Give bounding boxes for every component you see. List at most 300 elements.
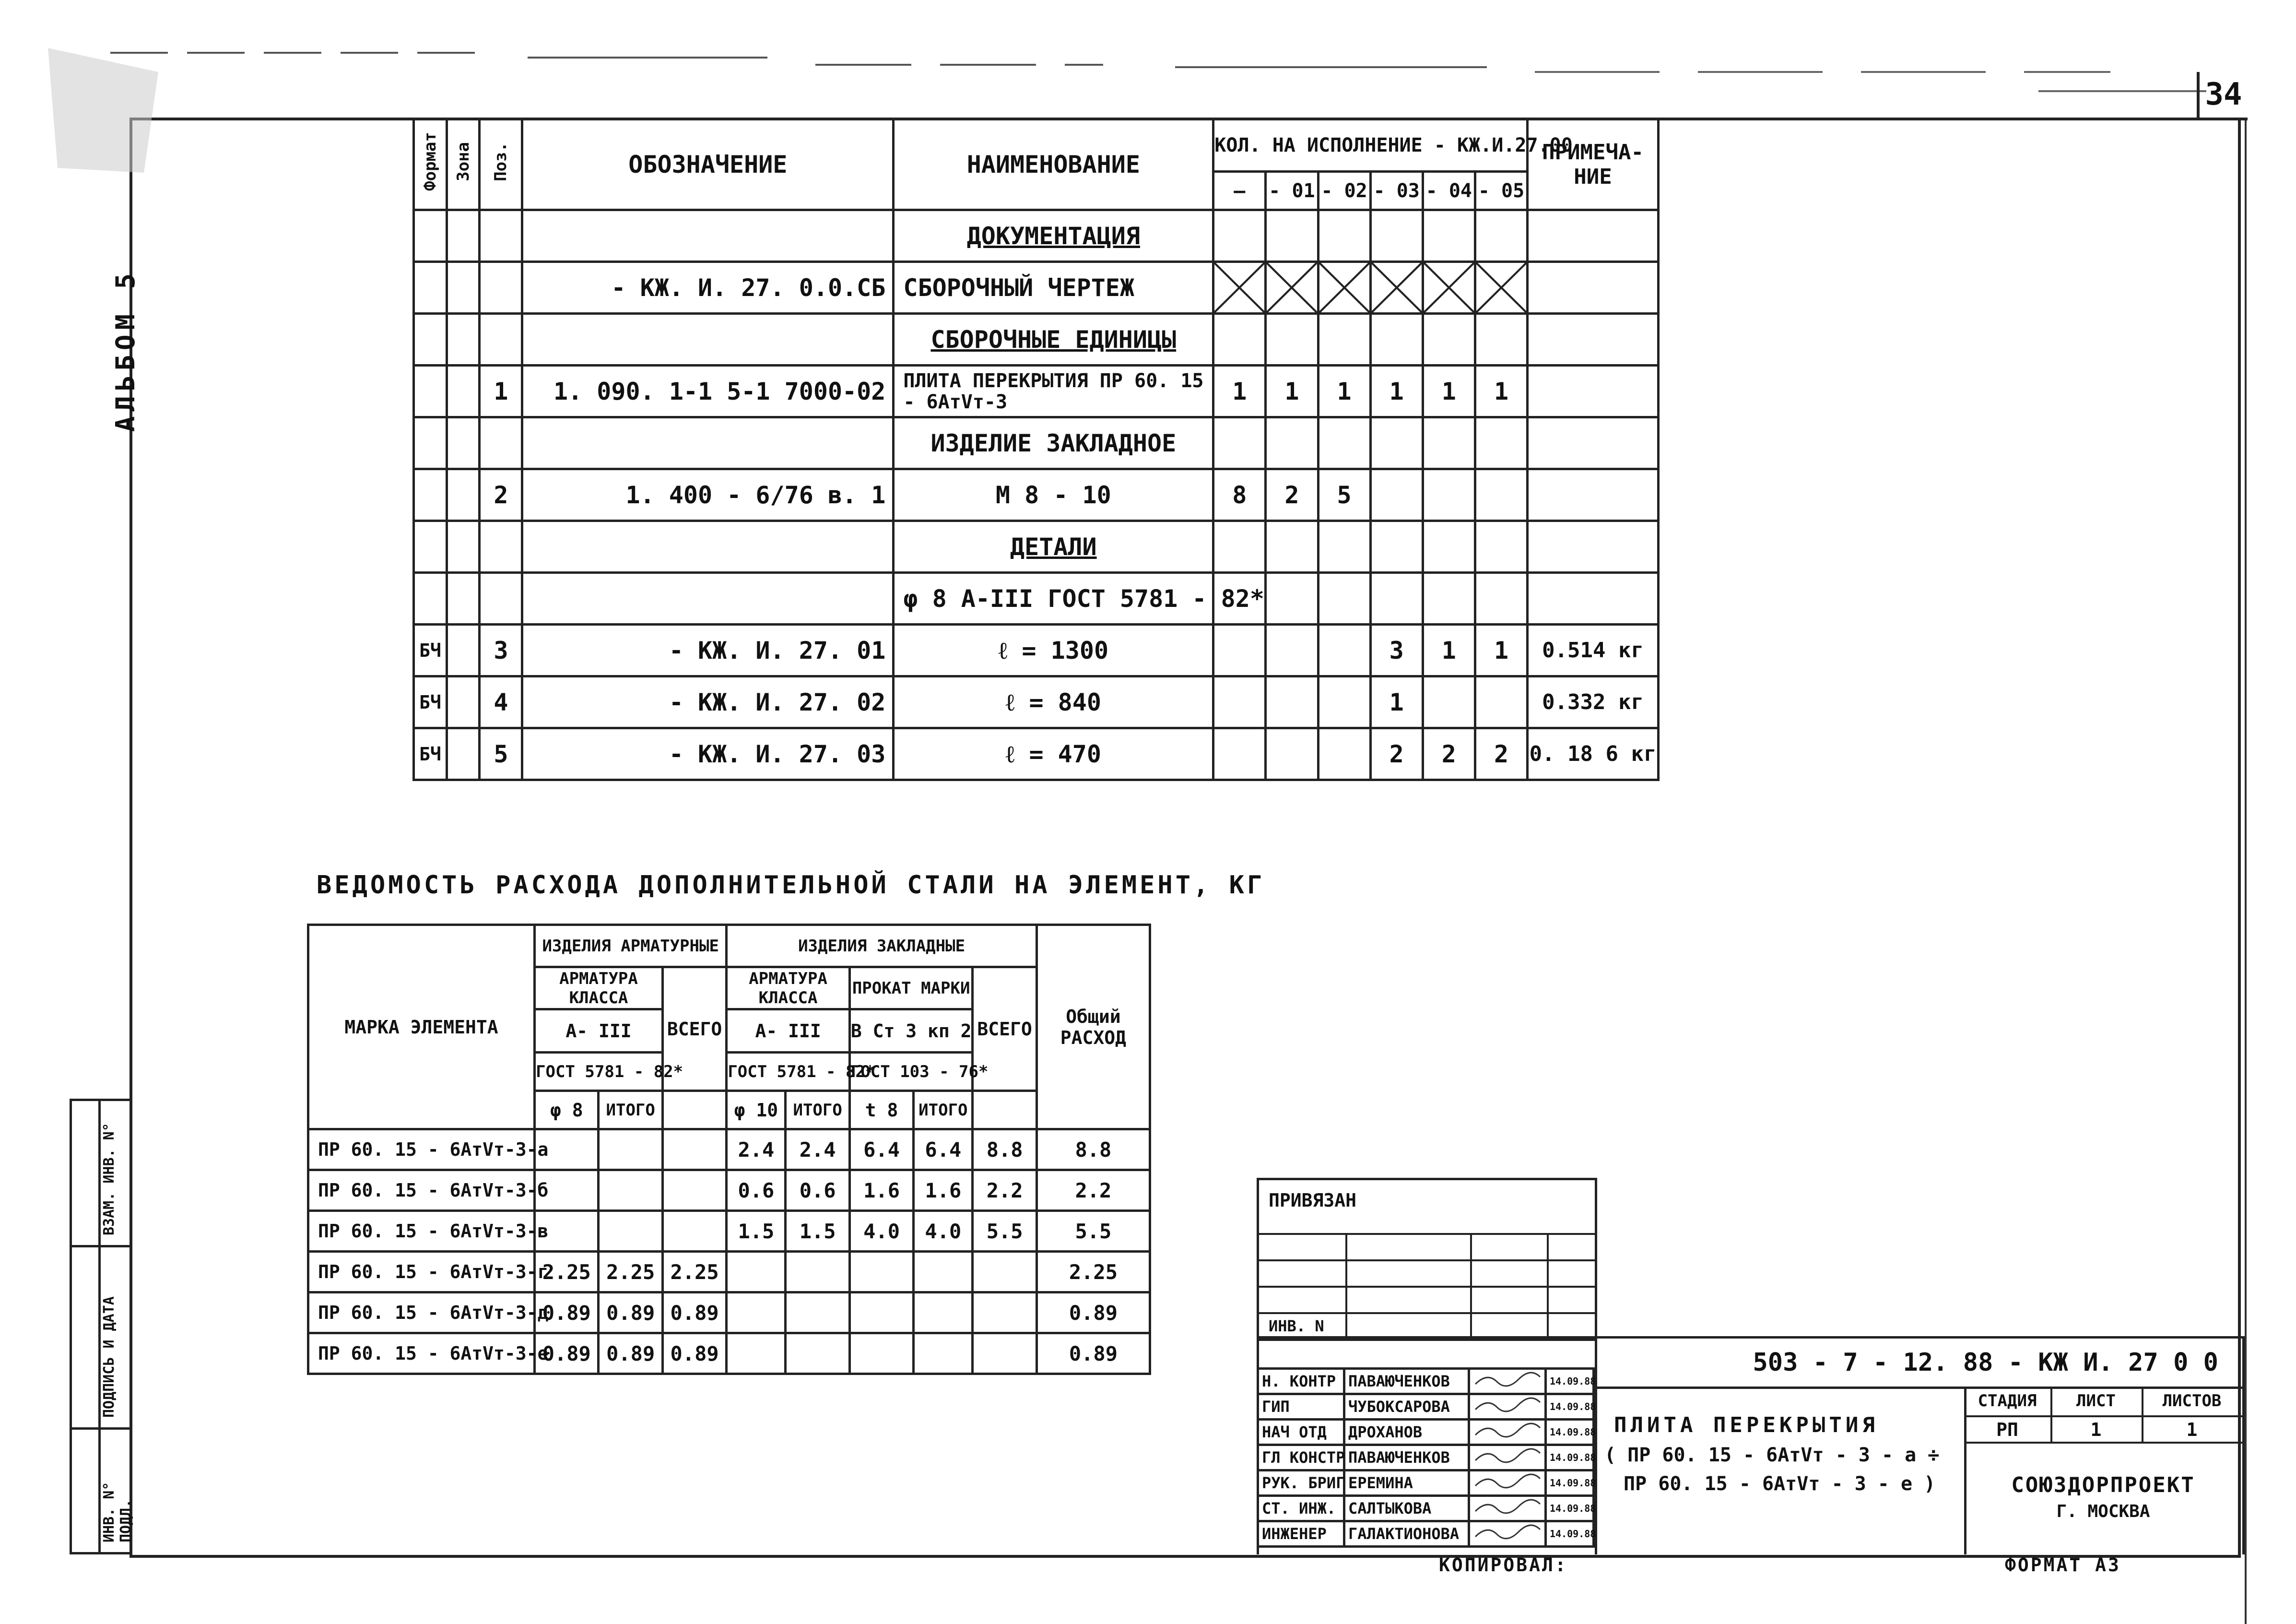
- role-cell-date: 14.09.88: [1546, 1445, 1594, 1470]
- role-cell-name: ЕРЕМИНА: [1344, 1470, 1469, 1496]
- steel-cell-value: 2.25: [662, 1252, 726, 1292]
- spec-cell-designation: 1. 400 - 6/76 в. 1: [522, 469, 894, 521]
- inv-orig-label: ИНВ. N° ПОДЛ.: [101, 1482, 134, 1542]
- spec-cell-qty: [1370, 262, 1423, 314]
- steel-cell-value: [914, 1292, 973, 1333]
- spec-cell-designation: 1. 090. 1-1 5-1 7000-02: [522, 366, 894, 417]
- steel-cell-value: [914, 1333, 973, 1374]
- role-cell-title: НАЧ ОТД: [1258, 1420, 1344, 1445]
- spec-cell-qty: [1266, 521, 1318, 573]
- steel-cell-value: 2.25: [599, 1252, 662, 1292]
- steel-cell-value: 8.8: [1036, 1129, 1150, 1170]
- steel-table: [307, 924, 1151, 1375]
- album-label: АЛЬБОМ 5: [110, 269, 141, 432]
- spec-cell-qty: [1213, 625, 1266, 676]
- steel-cell-value: 4.0: [849, 1211, 913, 1252]
- steel-cell-mark: ПР 60. 15 - 6АтVт-3-б: [308, 1170, 535, 1211]
- steel-header-itogo2: ИТОГО: [786, 1091, 849, 1129]
- role-cell-date: 14.09.88: [1546, 1420, 1594, 1445]
- role-cell-date: 14.09.88: [1546, 1369, 1594, 1394]
- spec-cell-format: [414, 366, 447, 417]
- spec-cell-qty: 1: [1213, 366, 1266, 417]
- steel-cell-value: [973, 1292, 1036, 1333]
- steel-cell-value: [786, 1333, 849, 1374]
- spec-row: [414, 573, 1659, 625]
- spec-cell-qty: [1213, 676, 1266, 728]
- role-cell-title: ИНЖЕНЕР: [1258, 1521, 1344, 1547]
- steel-cell-value: 0.89: [1036, 1292, 1150, 1333]
- spec-cell-format: БЧ: [414, 676, 447, 728]
- spec-cell-qty: 1: [1475, 366, 1527, 417]
- sheet-label: ЛИСТ: [2076, 1391, 2116, 1411]
- signature-icon: [1473, 1497, 1545, 1516]
- spec-cell-qty: [1318, 728, 1370, 780]
- spec-cell-qty: [1423, 521, 1475, 573]
- spec-cell-note: [1528, 469, 1659, 521]
- role-row: [1258, 1369, 1594, 1394]
- spec-row: [414, 625, 1659, 676]
- steel-cell-value: [786, 1252, 849, 1292]
- steel-cell-value: 4.0: [914, 1211, 973, 1252]
- steel-cell-value: 0.89: [599, 1292, 662, 1333]
- steel-cell-value: 1.5: [727, 1211, 786, 1252]
- spec-cell-zone: [447, 417, 480, 469]
- role-cell-title: РУК. БРИГ: [1258, 1470, 1344, 1496]
- copied-label: КОПИРОВАЛ:: [1439, 1554, 1568, 1576]
- steel-cell-value: 6.4: [914, 1129, 973, 1170]
- steel-cell-value: [727, 1252, 786, 1292]
- steel-cell-value: [662, 1170, 726, 1211]
- spec-cell-qty: [1318, 314, 1370, 366]
- header-designation: ОБОЗНАЧЕНИЕ: [522, 119, 894, 210]
- role-cell-name: ЧУБОКСАРОВА: [1344, 1394, 1469, 1420]
- spec-cell-pos: 4: [480, 676, 522, 728]
- spec-cell-name: ПЛИТА ПЕРЕКРЫТИЯ ПР 60. 15 - 6АтVт-3: [894, 366, 1213, 417]
- header-variant: - 04: [1423, 172, 1475, 210]
- spec-cell-qty: [1475, 573, 1527, 625]
- steel-cell-value: 2.25: [535, 1252, 599, 1292]
- spec-cell-qty: [1213, 210, 1266, 262]
- spec-row: [414, 262, 1659, 314]
- header-variant: - 03: [1370, 172, 1423, 210]
- spec-cell-note: 0.514 кг: [1528, 625, 1659, 676]
- spec-cell-zone: [447, 469, 480, 521]
- spec-cell-qty: 2: [1370, 728, 1423, 780]
- spec-cell-qty: 3: [1370, 625, 1423, 676]
- role-cell-name: ДРОХАНОВ: [1344, 1420, 1469, 1445]
- spec-cell-designation: [522, 210, 894, 262]
- org-city: Г. МОСКВА: [2056, 1502, 2150, 1521]
- steel-cell-value: 1.6: [849, 1170, 913, 1211]
- spec-cell-pos: [480, 314, 522, 366]
- steel-cell-value: 0.6: [727, 1170, 786, 1211]
- header-zone: Зона: [447, 119, 480, 210]
- left-side-stamp: [70, 1099, 132, 1554]
- spec-cell-note: [1528, 366, 1659, 417]
- role-cell-name: ПАВАЮЧЕНКОВ: [1344, 1369, 1469, 1394]
- steel-header-overall: Общий РАСХОД: [1036, 925, 1150, 1129]
- spec-cell-zone: [447, 366, 480, 417]
- signature-icon: [1473, 1395, 1545, 1414]
- spec-cell-zone: [447, 521, 480, 573]
- spec-cell-qty: 2: [1423, 728, 1475, 780]
- spec-cell-name: ИЗДЕЛИЕ ЗАКЛАДНОЕ: [894, 417, 1213, 469]
- spec-cell-qty: [1318, 676, 1370, 728]
- spec-cell-pos: [480, 573, 522, 625]
- role-row: [1258, 1496, 1594, 1521]
- role-cell-signature: [1469, 1521, 1546, 1547]
- spec-cell-qty: 1: [1370, 366, 1423, 417]
- spec-cell-name: СБОРОЧНЫЙ ЧЕРТЕЖ: [894, 262, 1213, 314]
- replace-inv-label: ВЗАМ. ИНВ. N°: [101, 1123, 118, 1235]
- spec-cell-format: [414, 521, 447, 573]
- steel-cell-value: [849, 1333, 913, 1374]
- steel-header-total-2: ВСЕГО: [973, 967, 1036, 1091]
- spec-cell-pos: 1: [480, 366, 522, 417]
- steel-cell-value: [727, 1292, 786, 1333]
- steel-cell-mark: ПР 60. 15 - 6АтVт-3-д: [308, 1292, 535, 1333]
- steel-row: [308, 1129, 1150, 1170]
- steel-header-embedded-products: ИЗДЕЛИЯ ЗАКЛАДНЫЕ: [727, 925, 1037, 967]
- steel-cell-value: 0.89: [662, 1292, 726, 1333]
- spec-cell-pos: [480, 417, 522, 469]
- spec-cell-note: [1528, 210, 1659, 262]
- object-title-2: ( ПР 60. 15 - 6АтVт - 3 - а ÷: [1604, 1444, 1940, 1466]
- steel-cell-value: 2.2: [1036, 1170, 1150, 1211]
- steel-cell-mark: ПР 60. 15 - 6АтVт-3-е: [308, 1333, 535, 1374]
- role-cell-signature: [1469, 1369, 1546, 1394]
- steel-cell-value: 2.2: [973, 1170, 1036, 1211]
- steel-row: [308, 1211, 1150, 1252]
- cross-mark-icon: [1372, 263, 1422, 312]
- spec-cell-pos: [480, 521, 522, 573]
- header-format: Формат: [414, 119, 447, 210]
- spec-cell-note: [1528, 417, 1659, 469]
- spec-cell-zone: [447, 573, 480, 625]
- spec-cell-format: [414, 262, 447, 314]
- steel-header-rebar-products: ИЗДЕЛИЯ АРМАТУРНЫЕ: [535, 925, 727, 967]
- signature-icon: [1473, 1471, 1545, 1491]
- spec-cell-pos: 3: [480, 625, 522, 676]
- spec-cell-qty: [1266, 417, 1318, 469]
- spec-cell-qty: [1475, 417, 1527, 469]
- spec-cell-qty: 1: [1475, 625, 1527, 676]
- spec-cell-format: [414, 469, 447, 521]
- steel-header-total-1: ВСЕГО: [662, 967, 726, 1091]
- spec-cell-zone: [447, 676, 480, 728]
- spec-cell-qty: [1213, 417, 1266, 469]
- header-variant: - 05: [1475, 172, 1527, 210]
- steel-header-d8: φ 8: [535, 1091, 599, 1129]
- stage-value: РП: [1996, 1419, 2018, 1440]
- steel-cell-value: 2.25: [1036, 1252, 1150, 1292]
- spec-cell-name: φ 8 А-III ГОСТ 5781 - 82*: [894, 573, 1213, 625]
- header-qty-group: КОЛ. НА ИСПОЛНЕНИЕ - КЖ.И.27.00: [1213, 119, 1528, 172]
- signature-icon: [1473, 1446, 1545, 1465]
- steel-table-title: ВЕДОМОСТЬ РАСХОДА ДОПОЛНИТЕЛЬНОЙ СТАЛИ НА ЭЛЕМЕНТ, КГ: [317, 871, 1265, 900]
- spec-cell-qty: [1266, 625, 1318, 676]
- spec-cell-zone: [447, 314, 480, 366]
- spec-cell-designation: [522, 314, 894, 366]
- spec-cell-qty: [1318, 573, 1370, 625]
- spec-cell-qty: [1318, 417, 1370, 469]
- steel-header-vst: В Ст 3 кп 2: [849, 1009, 973, 1053]
- spec-cell-format: [414, 417, 447, 469]
- steel-header-mark: МАРКА ЭЛЕМЕНТА: [308, 925, 535, 1129]
- role-cell-date: 14.09.88: [1546, 1470, 1594, 1496]
- spec-cell-qty: [1475, 314, 1527, 366]
- spec-row: [414, 417, 1659, 469]
- steel-header-gost1: ГОСТ 5781 - 82*: [535, 1053, 663, 1091]
- spec-row: [414, 676, 1659, 728]
- spec-cell-qty: [1318, 521, 1370, 573]
- top-margin-lines: [0, 0, 2296, 125]
- spec-cell-format: [414, 314, 447, 366]
- spec-cell-qty: [1475, 262, 1527, 314]
- spec-cell-format: [414, 210, 447, 262]
- steel-header-gost2: ГОСТ 5781 - 82*: [727, 1053, 850, 1091]
- cross-mark-icon: [1214, 263, 1264, 312]
- steel-header-blank-2: [973, 1091, 1036, 1129]
- steel-header-itogo3: ИТОГО: [914, 1091, 973, 1129]
- steel-cell-mark: ПР 60. 15 - 6АтVт-3-в: [308, 1211, 535, 1252]
- spec-cell-qty: 1: [1318, 366, 1370, 417]
- steel-cell-value: [599, 1211, 662, 1252]
- spec-cell-qty: [1370, 417, 1423, 469]
- specification-table: [412, 118, 1660, 781]
- role-cell-title: ГЛ КОНСТР: [1258, 1445, 1344, 1470]
- role-cell-title: СТ. ИНЖ.: [1258, 1496, 1344, 1521]
- spec-row: [414, 366, 1659, 417]
- spec-cell-qty: [1423, 210, 1475, 262]
- spec-cell-qty: [1213, 314, 1266, 366]
- spec-cell-qty: [1475, 210, 1527, 262]
- spec-cell-note: 0.332 кг: [1528, 676, 1659, 728]
- sheet-value: 1: [2090, 1419, 2102, 1440]
- spec-cell-qty: [1266, 728, 1318, 780]
- steel-cell-value: 1.6: [914, 1170, 973, 1211]
- steel-cell-value: [662, 1211, 726, 1252]
- role-row: [1258, 1521, 1594, 1547]
- steel-cell-value: 0.89: [599, 1333, 662, 1374]
- spec-cell-note: [1528, 573, 1659, 625]
- signature-icon: [1473, 1370, 1545, 1389]
- role-cell-signature: [1469, 1470, 1546, 1496]
- steel-cell-value: 1.5: [786, 1211, 849, 1252]
- steel-cell-value: 0.6: [786, 1170, 849, 1211]
- spec-row: [414, 728, 1659, 780]
- spec-cell-qty: [1213, 728, 1266, 780]
- spec-cell-pos: 5: [480, 728, 522, 780]
- object-title-3: ПР 60. 15 - 6АтVт - 3 - е ): [1624, 1473, 1936, 1495]
- spec-cell-zone: [447, 210, 480, 262]
- steel-cell-value: 6.4: [849, 1129, 913, 1170]
- steel-row: [308, 1170, 1150, 1211]
- steel-cell-value: [662, 1129, 726, 1170]
- spec-cell-qty: 8: [1213, 469, 1266, 521]
- steel-cell-value: 0.89: [535, 1292, 599, 1333]
- spec-row: [414, 210, 1659, 262]
- spec-cell-name: СБОРОЧНЫЕ ЕДИНИЦЫ: [894, 314, 1213, 366]
- spec-cell-qty: [1423, 262, 1475, 314]
- sheets-label: ЛИСТОВ: [2162, 1391, 2222, 1411]
- spec-cell-format: [414, 573, 447, 625]
- spec-cell-qty: 1: [1370, 676, 1423, 728]
- spec-cell-qty: [1318, 262, 1370, 314]
- spec-cell-qty: [1213, 521, 1266, 573]
- spec-cell-qty: [1370, 469, 1423, 521]
- sheet-number-box: 34: [2197, 72, 2248, 120]
- spec-cell-note: [1528, 314, 1659, 366]
- spec-cell-qty: [1370, 314, 1423, 366]
- spec-cell-designation: - КЖ. И. 27. 03: [522, 728, 894, 780]
- steel-cell-value: 5.5: [973, 1211, 1036, 1252]
- role-cell-signature: [1469, 1496, 1546, 1521]
- role-cell-name: ПАВАЮЧЕНКОВ: [1344, 1445, 1469, 1470]
- spec-cell-pos: [480, 210, 522, 262]
- steel-cell-mark: ПР 60. 15 - 6АтVт-3-г: [308, 1252, 535, 1292]
- steel-cell-value: 2.4: [786, 1129, 849, 1170]
- spec-cell-qty: [1475, 469, 1527, 521]
- spec-cell-name: ℓ = 470: [894, 728, 1213, 780]
- spec-cell-note: 0. 18 6 кг: [1528, 728, 1659, 780]
- signature-icon: [1473, 1421, 1545, 1440]
- spec-cell-qty: [1213, 262, 1266, 314]
- spec-cell-qty: [1475, 521, 1527, 573]
- steel-cell-value: 8.8: [973, 1129, 1036, 1170]
- spec-cell-qty: [1318, 625, 1370, 676]
- spec-cell-qty: [1475, 676, 1527, 728]
- role-cell-signature: [1469, 1394, 1546, 1420]
- role-cell-signature: [1469, 1420, 1546, 1445]
- spec-cell-zone: [447, 728, 480, 780]
- stage-label: СТАДИЯ: [1978, 1391, 2037, 1411]
- spec-cell-qty: [1318, 210, 1370, 262]
- role-cell-signature: [1469, 1445, 1546, 1470]
- spec-cell-qty: [1266, 573, 1318, 625]
- spec-cell-qty: [1423, 676, 1475, 728]
- spec-cell-qty: [1370, 210, 1423, 262]
- steel-cell-value: 5.5: [1036, 1211, 1150, 1252]
- spec-cell-qty: [1423, 573, 1475, 625]
- spec-cell-note: [1528, 521, 1659, 573]
- sign-date-label: ПОДПИСЬ И ДАТА: [101, 1296, 118, 1418]
- bound-label: ПРИВЯЗАН: [1269, 1190, 1357, 1211]
- cross-mark-icon: [1267, 263, 1317, 312]
- role-cell-date: 14.09.88: [1546, 1521, 1594, 1547]
- spec-row: [414, 521, 1659, 573]
- role-row: [1258, 1420, 1594, 1445]
- header-variant: - 02: [1318, 172, 1370, 210]
- steel-row: [308, 1333, 1150, 1374]
- format-label: ФОРМАТ А3: [2005, 1554, 2121, 1576]
- role-row: [1258, 1445, 1594, 1470]
- steel-header-d10: φ 10: [727, 1091, 786, 1129]
- spec-cell-designation: - КЖ. И. 27. 01: [522, 625, 894, 676]
- sheets-value: 1: [2186, 1419, 2198, 1440]
- spec-cell-qty: [1423, 417, 1475, 469]
- spec-cell-designation: [522, 417, 894, 469]
- steel-header-gost3: ГОСТ 103 - 76*: [849, 1053, 973, 1091]
- spec-cell-zone: [447, 625, 480, 676]
- spec-cell-note: [1528, 262, 1659, 314]
- steel-cell-value: 0.89: [535, 1333, 599, 1374]
- spec-cell-name: ℓ = 840: [894, 676, 1213, 728]
- header-variant: —: [1213, 172, 1266, 210]
- roles-table: [1257, 1367, 1595, 1548]
- spec-cell-qty: [1370, 521, 1423, 573]
- steel-cell-value: [849, 1292, 913, 1333]
- steel-cell-value: [786, 1292, 849, 1333]
- spec-cell-qty: 1: [1266, 366, 1318, 417]
- steel-header-rebar-class-2: АРМАТУРА КЛАССА: [727, 967, 850, 1009]
- steel-cell-value: [914, 1252, 973, 1292]
- steel-cell-value: 2.4: [727, 1129, 786, 1170]
- spec-cell-zone: [447, 262, 480, 314]
- spec-cell-qty: [1266, 676, 1318, 728]
- steel-row: [308, 1292, 1150, 1333]
- steel-cell-value: [973, 1252, 1036, 1292]
- spec-cell-name: ДОКУМЕНТАЦИЯ: [894, 210, 1213, 262]
- steel-cell-value: 0.89: [662, 1333, 726, 1374]
- role-row: [1258, 1394, 1594, 1420]
- spec-cell-qty: 2: [1266, 469, 1318, 521]
- spec-cell-designation: - КЖ. И. 27. 0.0.СБ: [522, 262, 894, 314]
- org-name: СОЮЗДОРПРОЕКТ: [2011, 1473, 2195, 1497]
- header-variant: - 01: [1266, 172, 1318, 210]
- spec-cell-name: ДЕТАЛИ: [894, 521, 1213, 573]
- steel-cell-value: [727, 1333, 786, 1374]
- steel-header-a3: А- III: [535, 1009, 663, 1053]
- object-title-1: ПЛИТА ПЕРЕКРЫТИЯ: [1614, 1413, 1879, 1437]
- steel-cell-value: [849, 1252, 913, 1292]
- signature-icon: [1473, 1522, 1545, 1541]
- spec-cell-qty: [1423, 314, 1475, 366]
- spec-cell-qty: 1: [1423, 625, 1475, 676]
- bound-block: [1257, 1178, 1597, 1341]
- spec-cell-qty: 2: [1475, 728, 1527, 780]
- inv-label: ИНВ. N: [1269, 1317, 1324, 1335]
- steel-header-rebar-class: АРМАТУРА КЛАССА: [535, 967, 663, 1009]
- steel-cell-value: [599, 1170, 662, 1211]
- steel-header-t8: t 8: [849, 1091, 913, 1129]
- steel-header-itogo1: ИТОГО: [599, 1091, 662, 1129]
- cross-mark-icon: [1319, 263, 1369, 312]
- spec-cell-qty: [1370, 573, 1423, 625]
- steel-cell-value: [599, 1129, 662, 1170]
- role-cell-title: Н. КОНТР: [1258, 1369, 1344, 1394]
- spec-row: [414, 469, 1659, 521]
- spec-cell-qty: [1266, 262, 1318, 314]
- spec-cell-qty: 5: [1318, 469, 1370, 521]
- spec-cell-pos: 2: [480, 469, 522, 521]
- steel-header-a3b: А- III: [727, 1009, 850, 1053]
- spec-cell-qty: 1: [1423, 366, 1475, 417]
- role-row: [1258, 1470, 1594, 1496]
- steel-cell-mark: ПР 60. 15 - 6АтVт-3-а: [308, 1129, 535, 1170]
- steel-cell-value: [973, 1333, 1036, 1374]
- header-name: НАИМЕНОВАНИЕ: [894, 119, 1213, 210]
- cross-mark-icon: [1424, 263, 1474, 312]
- steel-cell-value: 0.89: [1036, 1333, 1150, 1374]
- spec-row: [414, 314, 1659, 366]
- spec-cell-designation: [522, 573, 894, 625]
- role-cell-name: ГАЛАКТИОНОВА: [1344, 1521, 1469, 1547]
- spec-cell-name: ℓ = 1300: [894, 625, 1213, 676]
- spec-cell-pos: [480, 262, 522, 314]
- cross-mark-icon: [1476, 263, 1526, 312]
- spec-cell-format: БЧ: [414, 625, 447, 676]
